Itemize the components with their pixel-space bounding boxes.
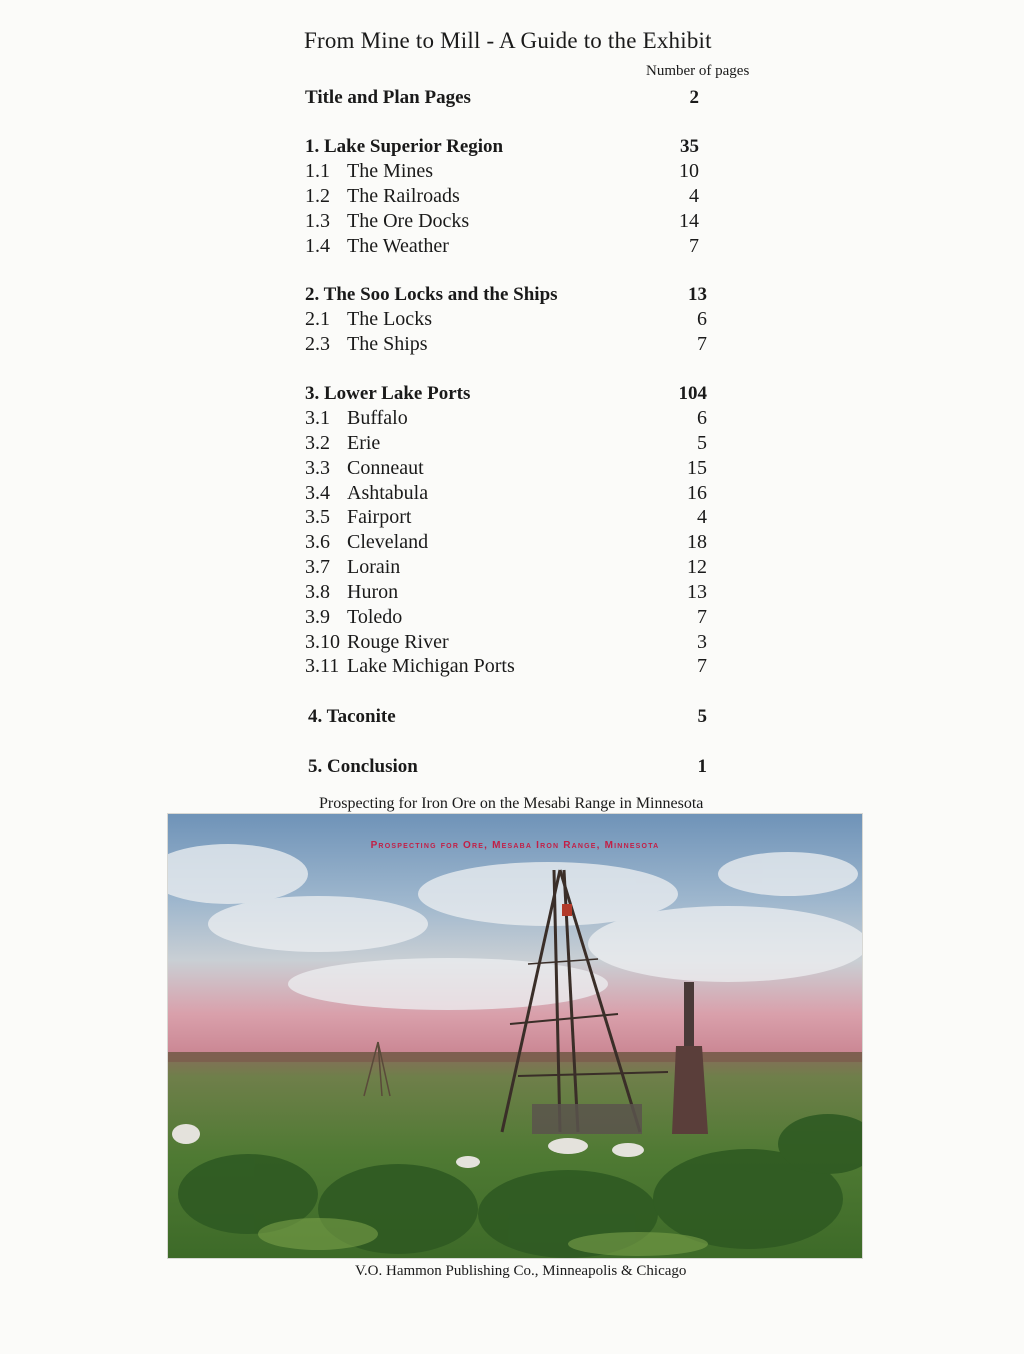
toc-label: Fairport (347, 506, 412, 528)
toc-label: Erie (347, 432, 381, 454)
toc-item (305, 556, 725, 580)
toc-label: Conneaut (347, 457, 424, 479)
toc-index: 3.5 (305, 506, 330, 528)
toc-pages: 5 (697, 706, 707, 727)
toc-label: The Railroads (347, 185, 460, 207)
toc-label: Cleveland (347, 531, 429, 553)
toc-section-3 (305, 383, 725, 407)
toc-index: 1.2 (305, 185, 330, 207)
toc-label: The Locks (347, 308, 432, 330)
toc-index: 2.1 (305, 308, 330, 330)
toc-label: 4. Taconite (308, 706, 396, 727)
toc-pages: 10 (679, 160, 699, 182)
toc-pages: 15 (687, 457, 707, 479)
pages-column-header: Number of pages (646, 63, 750, 79)
toc-item (305, 506, 725, 530)
toc-item (305, 407, 725, 431)
toc-pages: 3 (697, 631, 707, 653)
toc-pages: 18 (687, 531, 707, 553)
toc-pages: 6 (697, 308, 707, 330)
toc-index: 1.3 (305, 210, 330, 232)
toc-section-2 (305, 284, 725, 308)
toc-item (305, 531, 725, 555)
figure-caption: Prospecting for Iron Ore on the Mesabi Range in Minnesota (319, 795, 704, 812)
toc-item (305, 160, 725, 184)
postcard-image (168, 814, 862, 1258)
toc-item (305, 482, 725, 506)
toc-section-4 (308, 706, 728, 730)
toc-index: 3.4 (305, 482, 330, 504)
toc-pages: 14 (679, 210, 699, 232)
toc-item (305, 333, 725, 357)
toc-index: 1.4 (305, 235, 330, 257)
postcard-illustration (168, 814, 862, 1258)
toc-index: 2.3 (305, 333, 330, 355)
toc-pages: 104 (678, 383, 707, 404)
toc-label: Toledo (347, 606, 403, 628)
toc-pages: 2 (689, 87, 699, 108)
toc-pages: 7 (689, 235, 699, 257)
toc-pages: 16 (687, 482, 707, 504)
toc-label: Lake Michigan Ports (347, 655, 515, 677)
toc-label: Ashtabula (347, 482, 429, 504)
toc-entry-title-plan (305, 87, 725, 111)
publisher-credit: V.O. Hammon Publishing Co., Minneapolis & Chicago (355, 1263, 687, 1279)
toc-label: 3. Lower Lake Ports (305, 383, 471, 404)
toc-pages: 7 (697, 606, 707, 628)
toc-label: The Weather (347, 235, 449, 257)
toc-section-1 (305, 136, 725, 160)
toc-label: Rouge River (347, 631, 449, 653)
toc-index: 3.8 (305, 581, 330, 603)
toc-label: Title and Plan Pages (305, 87, 471, 108)
toc-index: 3.2 (305, 432, 330, 454)
toc-item (305, 631, 725, 655)
toc-pages: 4 (689, 185, 699, 207)
toc-index: 3.11 (305, 655, 340, 677)
toc-item (305, 210, 725, 234)
toc-item (305, 308, 725, 332)
drilling-machinery (532, 1104, 642, 1134)
toc-label: Lorain (347, 556, 401, 578)
toc-label: The Ore Docks (347, 210, 470, 232)
toc-label: The Mines (347, 160, 434, 182)
toc-section-5 (308, 756, 728, 780)
toc-pages: 7 (697, 655, 707, 677)
toc-label: Huron (347, 581, 399, 603)
toc-item (305, 655, 725, 679)
toc-label: The Ships (347, 333, 428, 355)
toc-label: 1. Lake Superior Region (305, 136, 504, 157)
worker-figure (562, 904, 572, 916)
toc-label: Buffalo (347, 407, 408, 429)
toc-pages: 4 (697, 506, 707, 528)
toc-index: 3.7 (305, 556, 330, 578)
toc-pages: 13 (688, 284, 707, 305)
toc-pages: 6 (697, 407, 707, 429)
toc-pages: 7 (697, 333, 707, 355)
toc-item (305, 235, 725, 259)
toc-pages: 1 (697, 756, 707, 777)
toc-pages: 12 (687, 556, 707, 578)
toc-item (305, 185, 725, 209)
horizon-brush (168, 1052, 862, 1062)
toc-item (305, 581, 725, 605)
toc-label: 5. Conclusion (308, 756, 418, 777)
toc-index: 3.1 (305, 407, 330, 429)
toc-item (305, 457, 725, 481)
toc-index: 3.10 (305, 631, 340, 653)
document-title: From Mine to Mill - A Guide to the Exhibit (304, 28, 712, 53)
toc-pages: 5 (697, 432, 707, 454)
toc-item (305, 432, 725, 456)
toc-pages: 13 (687, 581, 707, 603)
toc-index: 3.3 (305, 457, 330, 479)
toc-index: 1.1 (305, 160, 330, 182)
toc-label: 2. The Soo Locks and the Ships (305, 284, 558, 305)
postcard-printed-caption: Prospecting for Ore, Mesaba Iron Range, Minnesota (370, 840, 660, 851)
toc-index: 3.9 (305, 606, 330, 628)
toc-item (305, 606, 725, 630)
toc-index: 3.6 (305, 531, 330, 553)
toc-pages: 35 (680, 136, 699, 157)
